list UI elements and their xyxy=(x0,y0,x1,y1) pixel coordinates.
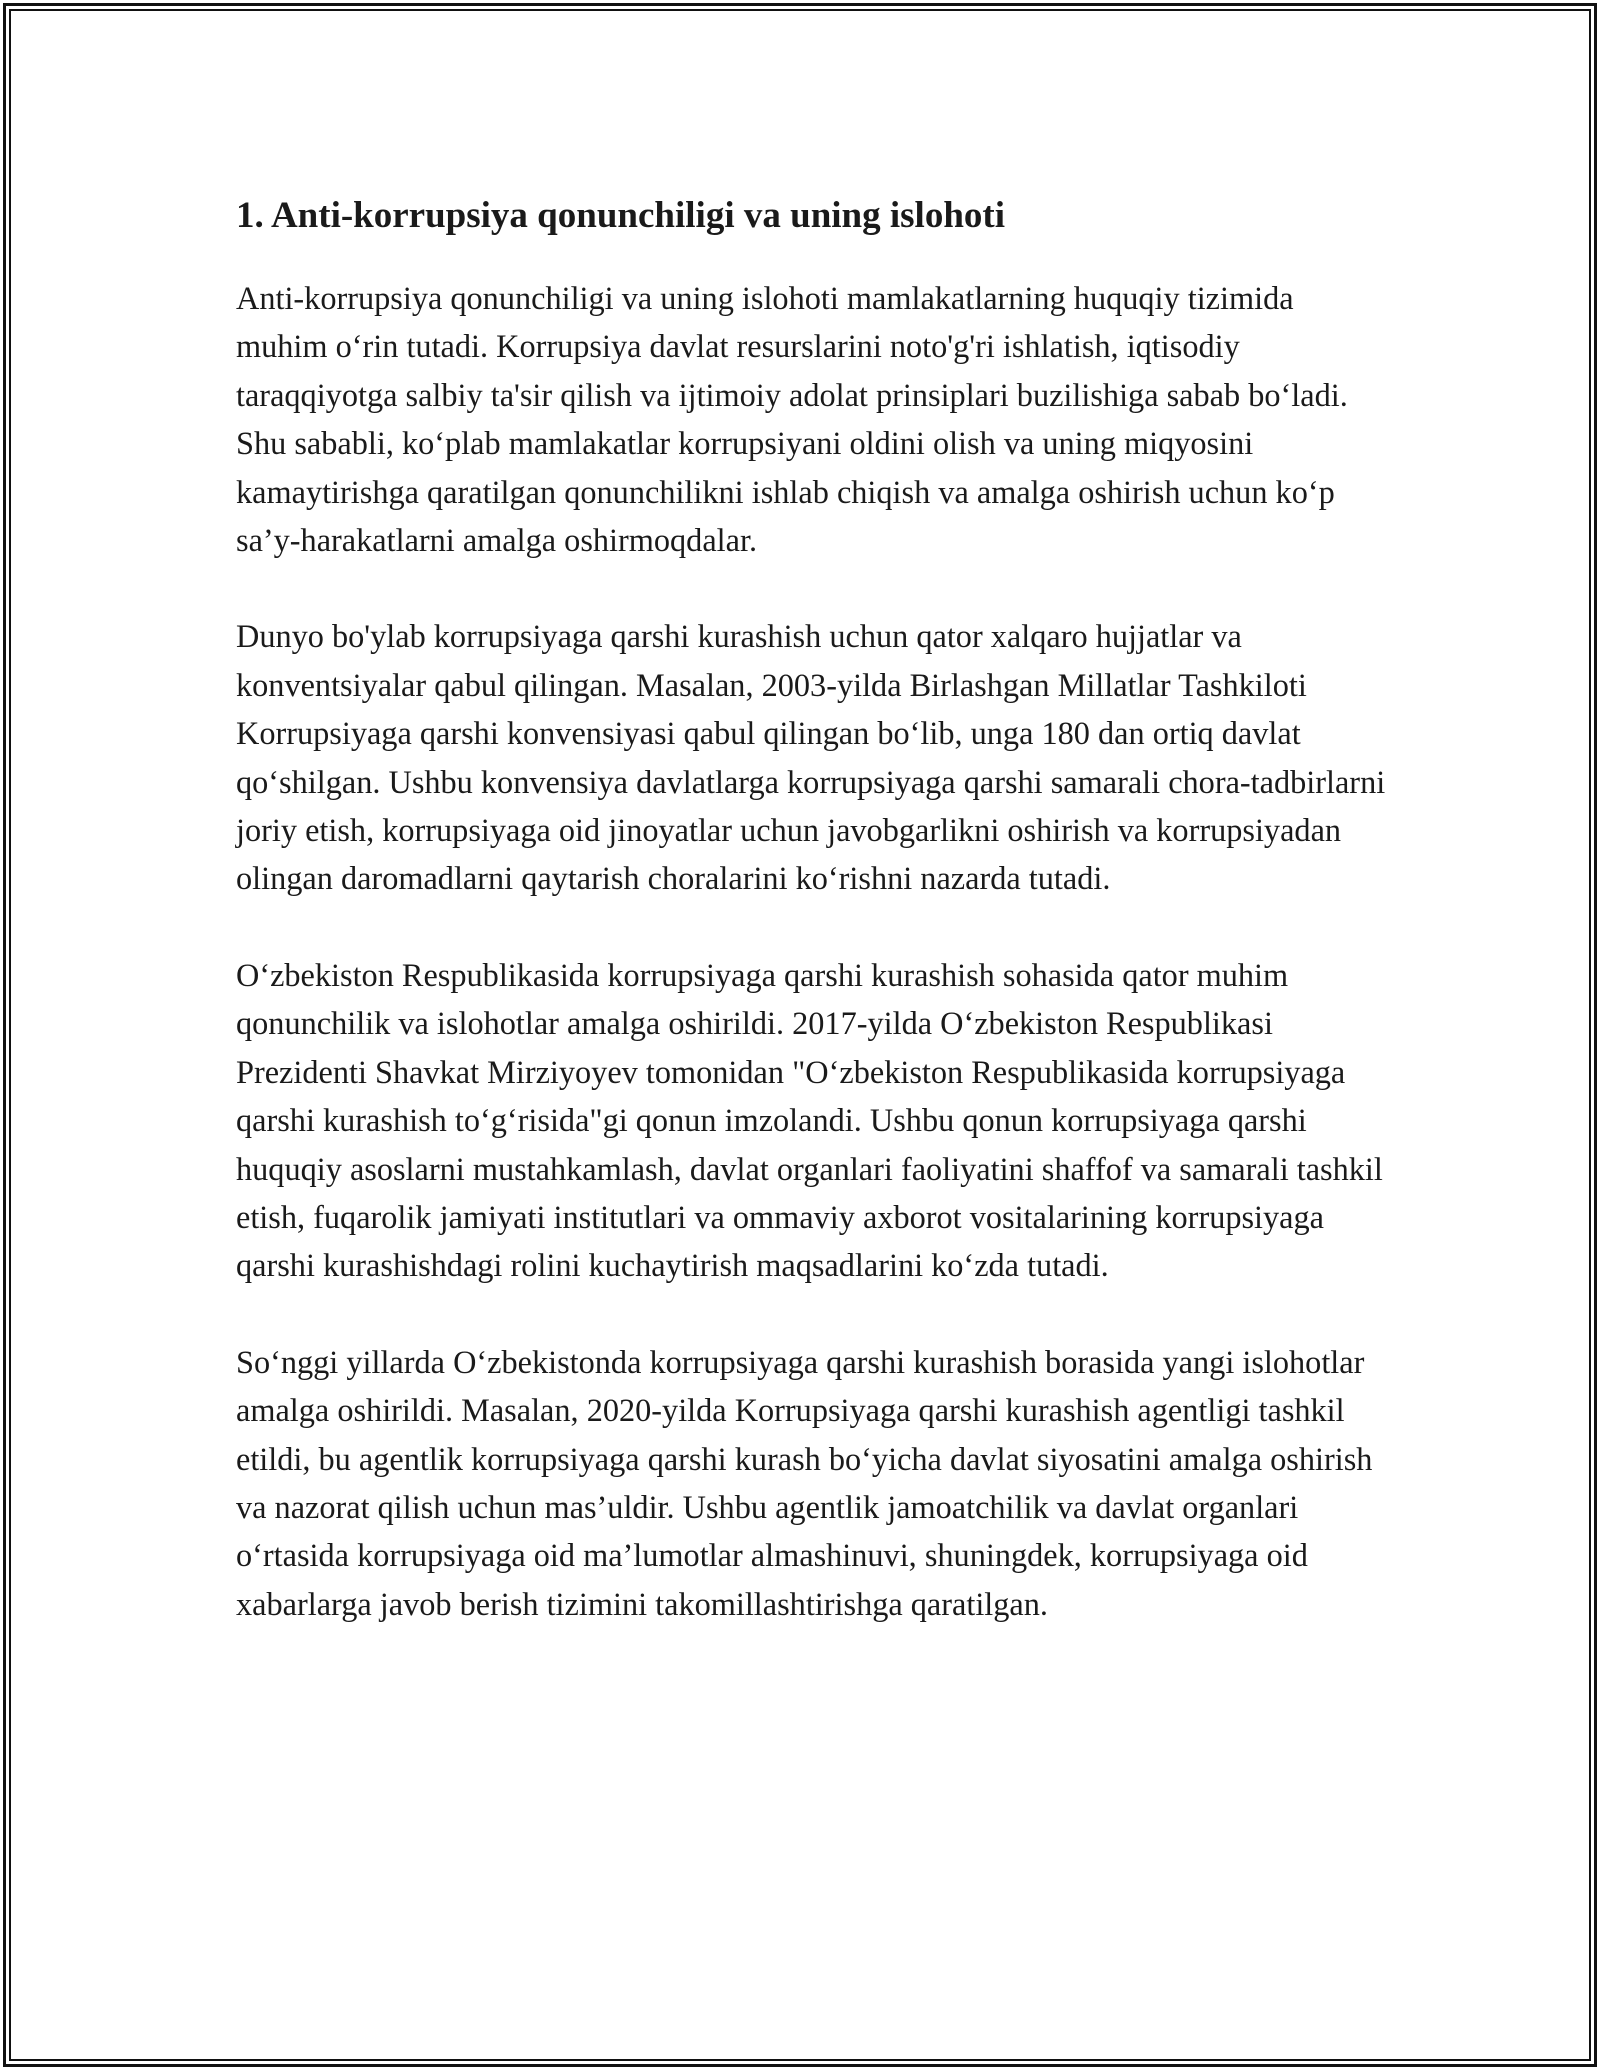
paragraph-2: Dunyo bo'ylab korrupsiyaga qarshi kurashish uchun qator xalqaro hujjatlar va konventsiyalar qabul qilingan. Masalan, 2003-yilda Birlashgan Millatlar Tashkiloti Korrupsiyaga qarshi konvensiyasi qabul qilingan bo‘lib, unga 180 dan ortiq davlat qo‘shilgan. Ushbu konvensiya davlatlarga korrupsiyaga qarshi samarali chora-tadbirlarni joriy etish, korrupsiyaga oid jinoyatlar uchun javobgarlikni oshirish va korrupsiyadan olingan daromadlarni qaytarish choralarini ko‘rishni nazarda tutadi. xyxy=(236,618,1386,897)
paragraph-3: O‘zbekiston Respublikasida korrupsiyaga qarshi kurashish sohasida qator muhim qonunchilik va islohotlar amalga oshirildi. 2017-yilda O‘zbekiston Respublikasi Prezidenti Shavkat Mirziyoyev tomonidan "O‘zbekiston Respublikasida korrupsiyaga qarshi kurashish to‘g‘risida"gi qonun imzolandi. Ushbu qonun korrupsiyaga qarshi huquqiy asoslarni mustahkamlash, davlat organlari faoliyatini shaffof va samarali tashkil etish, fuqarolik jamiyati institutlari va ommaviy axborot vositalarining korrupsiyaga qarshi kurashishdagi rolini kuchaytirish maqsadlarini ko‘zda tutadi. xyxy=(236,956,1383,1284)
paragraph-4: So‘nggi yillarda O‘zbekistonda korrupsiyaga qarshi kurashish borasida yangi islohotlar amalga oshirildi. Masalan, 2020-yilda Korrupsiyaga qarshi kurashish agentligi tashkil etildi, bu agentlik korrupsiyaga qarshi kurash bo‘yicha davlat siyosatini amalga oshirish va nazorat qilish uchun mas’uldir. Ushbu agentlik jamoatchilik va davlat organlari o‘rtasida korrupsiyaga oid ma’lumotlar almashinuvi, shuningdek, korrupsiyaga oid xabarlarga javob berish tizimini takomillashtirishga qaratilgan. xyxy=(236,1343,1373,1622)
section-heading: 1. Anti-korrupsiya qonunchiligi va uning islohoti xyxy=(236,195,1006,236)
paragraph-1: Anti-korrupsiya qonunchiligi va uning islohoti mamlakatlarning huquqiy tizimida muhim o‘rin tutadi. Korrupsiya davlat resurslarini noto'g'ri ishlatish, iqtisodiy taraqqiyotga salbiy ta'sir qilish va ijtimoiy adolat prinsiplari buzilishiga sabab bo‘ladi. Shu sababli, ko‘plab mamlakatlar korrupsiyani oldini olish va uning miqyosini kamaytirishga qaratilgan qonunchilikni ishlab chiqish va amalga oshirish uchun ko‘p sa’y-harakatlarni amalga oshirmoqdalar. xyxy=(236,280,1348,559)
document-body xyxy=(236,188,1386,1628)
